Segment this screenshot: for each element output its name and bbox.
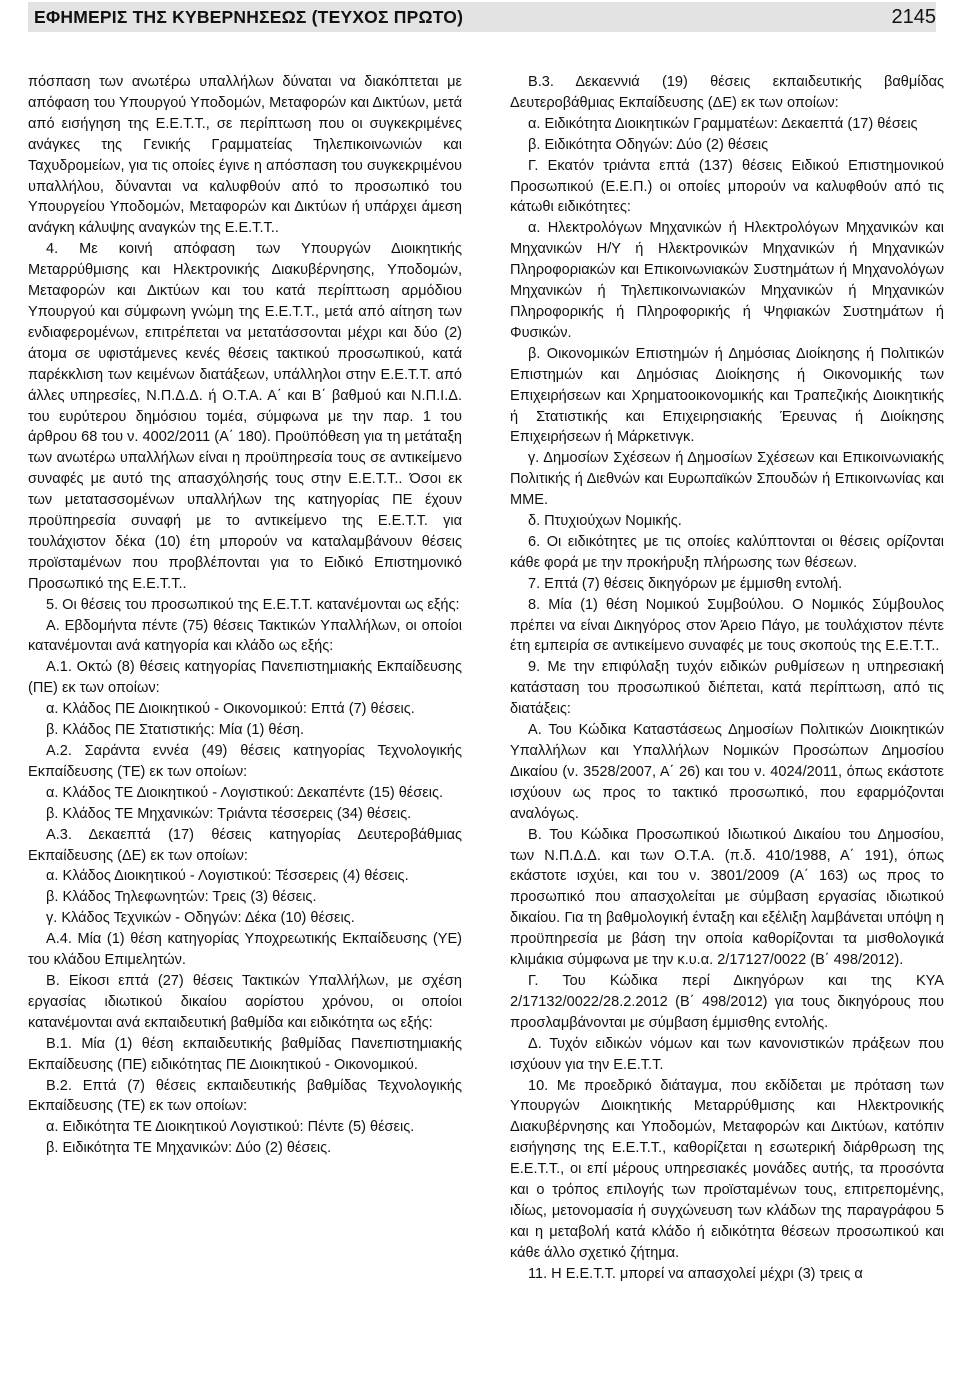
paragraph: α. Ηλεκτρολόγων Μηχανικών ή Ηλεκτρολόγων Μηχανικών και Μηχανικών Η/Υ ή Ηλεκτρονικών Μηχανικών ή Μηχανικών Πληροφοριακών και Επικοινωνιακών Συστημάτων ή Μηχανολόγων Μηχανικών ή Τηλεπικοινωνιακών Μηχανικών ή Μηχανικών Πληροφορικής ή Πληροφορικής ή Ψηφιακών Συστημάτων ή Φυσικών.: [510, 220, 944, 341]
paragraph: α. Κλάδος Διοικητικού - Λογιστικού: Τέσσερεις (4) θέσεις.: [46, 868, 409, 885]
paragraph: πόσπαση των ανωτέρω υπαλλήλων δύναται να διακόπτεται με απόφαση του Υπουργού Υποδομών, Μεταφορών και Δικτύων, μετά από εισήγηση της Ε.Ε.Τ.Τ., σε περίπτωση που οι συγκεκριμένες ανάγκες της Γενικής Γραμματείας Τηλεπικοινωνιών και Ταχυδρομείων, για τις οποίες έγινε η απόσπαση του συγκεκριμένου υπαλλήλου, δύνανται να καλυφθούν από το προσωπικό του Υπουργείου Υποδομών, Μεταφορών και Δικτύων ή υπάρχει άμεση ανάγκη κάλυψης αναγκών της Ε.Ε.Τ.Τ..: [28, 74, 462, 237]
paragraph: Γ. Εκατόν τριάντα επτά (137) θέσεις Ειδικού Επιστημονικού Προσωπικού (Ε.Ε.Π.) οι οποίες μπορούν να καλυφθούν από τις κάτωθι ειδικότητες:: [510, 157, 944, 216]
paragraph: α. Ειδικότητα ΤΕ Διοικητικού Λογιστικού: Πέντε (5) θέσεις.: [46, 1119, 415, 1136]
paragraph: 6. Οι ειδικότητες με τις οποίες καλύπτονται οι θέσεις ορίζονται κάθε φορά με την προκήρυξη πλήρωσης των θέσεων.: [510, 533, 944, 571]
paragraph: Γ. Του Κώδικα περί Δικηγόρων και της ΚΥΑ 2/17132/0022/28.2.2012 (Β΄ 498/2012) για τους δικηγόρους που προσλαμβάνονται με σύμβαση έμμισθης εντολής.: [510, 972, 944, 1031]
paragraph: 9. Με την επιφύλαξη τυχόν ειδικών ρυθμίσεων η υπηρεσιακή κατάσταση του προσωπικού διέπεται, κατά περίπτωση, από τις διατάξεις:: [510, 659, 944, 718]
paragraph: Β.1. Μία (1) θέση εκπαιδευτικής βαθμίδας Πανεπιστημιακής Εκπαίδευσης (ΠΕ) ειδικότητας ΠΕ Διοικητικού - Οικονομικού.: [28, 1035, 462, 1073]
paragraph: Β.3. Δεκαεννιά (19) θέσεις εκπαιδευτικής βαθμίδας Δευτεροβάθμιας Εκπαίδευσης (ΔΕ) εκ των οποίων:: [510, 74, 944, 111]
paragraph: α. Κλάδος ΤΕ Διοικητικού - Λογιστικού: Δεκαπέντε (15) θέσεις.: [46, 784, 444, 801]
left-column: [28, 72, 462, 1159]
paragraph: Α.1. Οκτώ (8) θέσεις κατηγορίας Πανεπιστημιακής Εκπαίδευσης (ΠΕ) εκ των οποίων:: [28, 659, 462, 697]
paragraph: δ. Πτυχιούχων Νομικής.: [528, 513, 682, 530]
paragraph: β. Ειδικότητα Οδηγών: Δύο (2) θέσεις: [528, 136, 769, 153]
paragraph: γ. Δημοσίων Σχέσεων ή Δημοσίων Σχέσεων και Επικοινωνιακής Πολιτικής ή Διεθνών και Ευρωπαϊκών Σπουδών ή Επικοινωνίας και ΜΜΕ.: [510, 450, 944, 509]
paragraph: β. Κλάδος ΠΕ Στατιστικής: Μία (1) θέση.: [46, 722, 305, 739]
paragraph: Β. Του Κώδικα Προσωπικού Ιδιωτικού Δικαίου του Δημοσίου, των Ν.Π.Δ.Δ. και των Ο.Τ.Α. (π.δ. 410/1988, Α΄ 191), όπως εκάστοτε ισχύει, και του ν. 3801/2009 (Α΄ 163) ως προς το προσωπικό που απασχολείται με σύμβαση εργασίας ιδιωτικού δικαίου. Για τη βαθμολογική ένταξη και εξέλιξη λαμβάνεται υπόψη η προϋπηρεσία με βάση την οποία καθορίζονται τα μισθολογικά κλιμάκια σύμφωνα με την κ.υ.α. 2/17127/0022 (Β΄ 498/2012).: [510, 826, 944, 969]
paragraph: β. Οικονομικών Επιστημών ή Δημόσιας Διοίκησης ή Πολιτικών Επιστημών και Δημόσιας Διοίκησης ή Οικονομικής των Επιχειρήσεων και Χρηματοοικονομικής και Τραπεζικής Διοικητικής ή Στατιστικής και Επιχειρησιακής Έρευνας ή Διοίκησης Επιχειρήσεων ή Μάρκετινγκ.: [510, 345, 944, 446]
paragraph: 7. Επτά (7) θέσεις δικηγόρων με έμμισθη εντολή.: [528, 575, 843, 592]
paragraph: Α. Εβδομήντα πέντε (75) θέσεις Τακτικών Υπαλλήλων, οι οποίοι κατανέμονται ανά κατηγορία και κλάδο ως εξής:: [28, 617, 462, 655]
paragraph: Α.4. Μία (1) θέση κατηγορίας Υποχρεωτικής Εκπαίδευσης (ΥΕ) του κλάδου Επιμελητών.: [28, 931, 462, 969]
paragraph: α. Ειδικότητα Διοικητικών Γραμματέων: Δεκαεπτά (17) θέσεις: [528, 115, 918, 132]
paragraph: 5. Οι θέσεις του προσωπικού της Ε.Ε.Τ.Τ. κατανέμονται ως εξής:: [46, 596, 460, 613]
paragraph: Δ. Τυχόν ειδικών νόμων και των κανονιστικών πράξεων που ισχύουν για την Ε.Ε.Τ.Τ.: [510, 1035, 944, 1073]
page-number: 2145: [891, 5, 936, 28]
paragraph: Β.2. Επτά (7) θέσεις εκπαιδευτικής βαθμίδας Τεχνολογικής Εκπαίδευσης (ΤΕ) εκ των οποίων:: [28, 1077, 462, 1115]
paragraph: α. Κλάδος ΠΕ Διοικητικού - Οικονομικού: Επτά (7) θέσεις.: [46, 701, 415, 718]
paragraph: 4. Με κοινή απόφαση των Υπουργών Διοικητικής Μεταρρύθμισης και Ηλεκτρονικής Διακυβέρνησης, Υποδομών, Μεταφορών και Δικτύων και του κατά περίπτωση αρμόδιου Υπουργού και σύμφωνη γνώμη της Ε.Ε.Τ.Τ., μετά από αίτηση των ενδιαφερομένων, επιτρέπεται να μετατάσσονται μέχρι και δύο (2) άτομα σε υφιστάμενες κενές θέσεις τακτικού προσωπικού, κατά παρέκκλιση των κειμένων διατάξεων, υπάλληλοι στην Ε.Ε.Τ.Τ. από άλλες υπηρεσίες, Ν.Π.Δ.Δ. ή Ο.Τ.Α. Α΄ και Β΄ βαθμού και Ν.Π.Ι.Δ. του ευρύτερου δημόσιου τομέα, σύμφωνα με την παρ. 1 του άρθρου 68 του ν. 4002/2011 (Α΄ 180). Προϋπόθεση για τη μετάταξη των ανωτέρω υπαλλήλων είναι η προϋπηρεσία τους σε αντικείμενο συναφές με αυτό της απασχόλησής τους στην Ε.Ε.Τ.Τ.. Όσοι εκ των μετατασσομένων υπαλλήλων της κατηγορίας ΠΕ έχουν προϋπηρεσία συναφή με το αντικείμενο της Ε.Ε.Τ.Τ. για τουλάχιστον δέκα (10) έτη μπορούν να καταλαμβάνουν θέσεις προϊσταμένων που προβλέπονται για το Ειδικό Επιστημονικό Προσωπικό της Ε.Ε.Τ.Τ..: [28, 241, 462, 592]
paragraph: β. Ειδικότητα ΤΕ Μηχανικών: Δύο (2) θέσεις.: [46, 1140, 332, 1157]
page-header: [28, 2, 936, 32]
paragraph: γ. Κλάδος Τεχνικών - Οδηγών: Δέκα (10) θέσεις.: [46, 910, 355, 927]
right-column: [510, 72, 944, 1285]
paragraph: Β. Είκοσι επτά (27) θέσεις Τακτικών Υπαλλήλων, με σχέση εργασίας ιδιωτικού δικαίου αορίστου χρόνου, οι οποίοι κατανέμονται ανά εκπαιδευτική βαθμίδα και ειδικότητα ως εξής:: [28, 972, 462, 1031]
paragraph: 10. Με προεδρικό διάταγμα, που εκδίδεται με πρόταση των Υπουργών Διοικητικής Μεταρρύθμισης και Ηλεκτρονικής Διακυβέρνησης και Υποδομών, Μεταφορών και Δικτύων, κατόπιν εισήγησης της Ε.Ε.Τ.Τ., καθορίζεται η εσωτερική διάρθρωση της Ε.Ε.Τ.Τ., οι επί μέρους υπηρεσιακές μονάδες αυτής, τα προσόντα και ο τρόπος επιλογής των προϊσταμένων τους, επιτρεπομένης, ιδίως, μετονομασία ή συγχώνευση των κλάδων της παραγράφου 5 και η μεταβολή κατά κλάδο ή ειδικότητα θέσεων προσωπικού και κάθε άλλο σχετικό ζήτημα.: [510, 1077, 944, 1261]
paragraph: Α. Του Κώδικα Καταστάσεως Δημοσίων Πολιτικών Διοικητικών Υπαλλήλων και Υπαλλήλων Νομικών Προσώπων Δημοσίου Δικαίου (ν. 3528/2007, Α΄ 26) και του ν. 4024/2011, όπως εκάστοτε ισχύουν ως προς το τακτικό προσωπικό, που εφαρμόζονται αναλόγως.: [510, 722, 944, 822]
paragraph: Α.3. Δεκαεπτά (17) θέσεις κατηγορίας Δευτεροβάθμιας Εκπαίδευσης (ΔΕ) εκ των οποίων:: [28, 826, 462, 864]
paragraph: 8. Μία (1) θέση Νομικού Συμβούλου. Ο Νομικός Σύμβουλος πρέπει να είναι Δικηγόρος στον Άρειο Πάγο, με τουλάχιστον πέντε έτη εμπειρία σε αντικείμενο συναφές με τους σκοπούς της Ε.Ε.Τ.Τ..: [510, 596, 944, 655]
gazette-title: ΕΦΗΜΕΡΙΣ ΤΗΣ ΚΥΒΕΡΝΗΣΕΩΣ (ΤΕΥΧΟΣ ΠΡΩΤΟ): [34, 6, 464, 27]
paragraph: β. Κλάδος Τηλεφωνητών: Τρεις (3) θέσεις.: [46, 889, 317, 906]
paragraph: 11. Η Ε.Ε.Τ.Τ. μπορεί να απασχολεί μέχρι (3) τρεις α: [528, 1265, 863, 1282]
paragraph: β. Κλάδος ΤΕ Μηχανικών: Τριάντα τέσσερεις (34) θέσεις.: [46, 805, 412, 822]
paragraph: Α.2. Σαράντα εννέα (49) θέσεις κατηγορίας Τεχνολογικής Εκπαίδευσης (ΤΕ) εκ των οποίων:: [28, 743, 462, 780]
